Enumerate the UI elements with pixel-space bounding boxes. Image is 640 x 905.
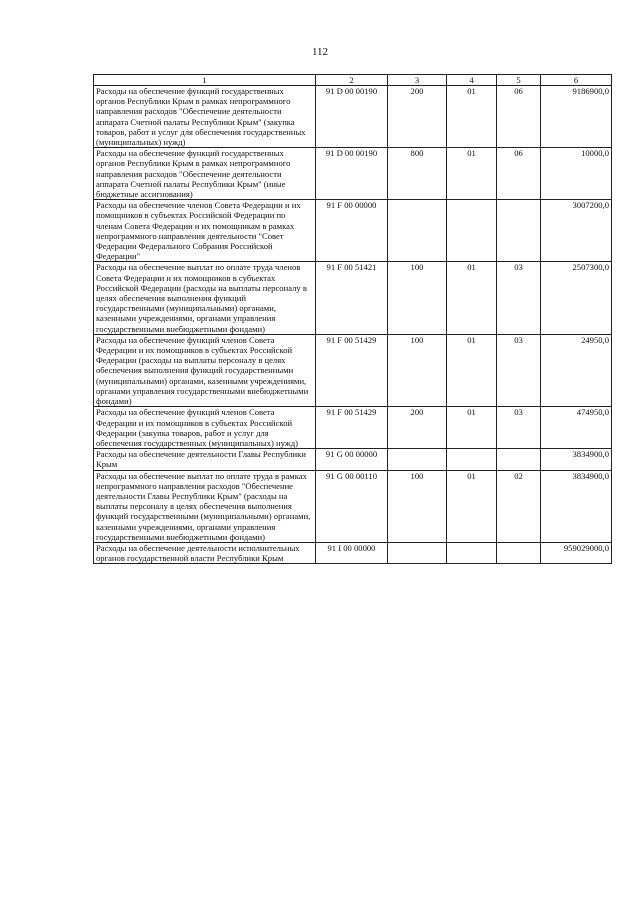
section-cell: 01: [447, 262, 497, 334]
amount-cell: 3834900,0: [541, 470, 612, 542]
column-header-5: 5: [497, 75, 541, 86]
target-code-cell: 91 F 00 00000: [316, 200, 388, 262]
expense-type-cell: 200: [388, 407, 447, 449]
expense-type-cell: 100: [388, 334, 447, 406]
expense-name-cell: Расходы на обеспечение функций членов Совета Федерации и их помощников в субъектах Российской Федерации (расходы на выплаты персоналу в целях обеспечения выполнения функций государственными (муниципальными) органами, казенными учреждениями, органами управления государственными внебюджетными фондами): [94, 334, 316, 406]
section-cell: [447, 449, 497, 470]
expense-type-cell: [388, 449, 447, 470]
amount-cell: 474950,0: [541, 407, 612, 449]
header-row: [94, 75, 612, 86]
amount-cell: 959029000,0: [541, 542, 612, 563]
expense-name-cell: Расходы на обеспечение деятельности исполнительных органов государственной власти Республики Крым: [94, 542, 316, 563]
table-row: [94, 148, 612, 200]
amount-cell: 3007200,0: [541, 200, 612, 262]
expense-name-cell: Расходы на обеспечение выплат по оплате труда членов Совета Федерации и их помощников в субъектах Российской Федерации (расходы на выплаты персоналу в целях обеспечения выполнения функций государственными (муниципальными) органами, казенными учреждениями, органами управления государственными внебюджетными фондами): [94, 262, 316, 334]
table-row: [94, 86, 612, 148]
table-row: [94, 200, 612, 262]
expense-type-cell: [388, 542, 447, 563]
expense-name-cell: Расходы на обеспечение функций членов Совета Федерации и их помощников в субъектах Российской Федерации (закупка товаров, работ и услуг для обеспечения государственных (муниципальных) нужд): [94, 407, 316, 449]
expense-type-cell: 100: [388, 262, 447, 334]
target-code-cell: 91 G 00 00000: [316, 449, 388, 470]
section-cell: 01: [447, 148, 497, 200]
amount-cell: 2507300,0: [541, 262, 612, 334]
column-header-1: 1: [94, 75, 316, 86]
target-code-cell: 91 F 00 51429: [316, 334, 388, 406]
table-row: [94, 542, 612, 563]
column-header-4: 4: [447, 75, 497, 86]
target-code-cell: 91 G 00 00110: [316, 470, 388, 542]
target-code-cell: 91 I 00 00000: [316, 542, 388, 563]
subsection-cell: 03: [497, 334, 541, 406]
table-row: [94, 407, 612, 449]
expense-name-cell: Расходы на обеспечение деятельности Главы Республики Крым: [94, 449, 316, 470]
expense-name-cell: Расходы на обеспечение выплат по оплате труда в рамках непрограммного направления расходов "Обеспечение деятельности Главы Республики Крым" (расходы на выплаты персоналу в целях обеспечения выполнения функций государственными (муниципальными) органами, казенными учреждениями, органами управления государственными внебюджетными фондами): [94, 470, 316, 542]
column-header-3: 3: [388, 75, 447, 86]
section-cell: [447, 200, 497, 262]
expense-type-cell: [388, 200, 447, 262]
subsection-cell: 02: [497, 470, 541, 542]
expense-name-cell: Расходы на обеспечение функций государственных органов Республики Крым в рамках непрограммного направления расходов "Обеспечение деятельности аппарата Счетной палаты Республики Крым" (закупка товаров, работ и услуг для обеспечения государственных (муниципальных) нужд): [94, 86, 316, 148]
column-header-6: 6: [541, 75, 612, 86]
subsection-cell: [497, 542, 541, 563]
table-row: [94, 334, 612, 406]
expense-type-cell: 200: [388, 86, 447, 148]
target-code-cell: 91 D 00 00190: [316, 86, 388, 148]
amount-cell: 10000,0: [541, 148, 612, 200]
expense-type-cell: 100: [388, 470, 447, 542]
expense-type-cell: 800: [388, 148, 447, 200]
expense-name-cell: Расходы на обеспечение членов Совета Федерации и их помощников в субъектах Российской Федерации по членам Совета Федерации и их помощникам в рамках непрограммного направления деятельности "Совет Федерации Федерального Собрания Российской Федерации": [94, 200, 316, 262]
amount-cell: 24950,0: [541, 334, 612, 406]
table-row: [94, 449, 612, 470]
section-cell: 01: [447, 86, 497, 148]
target-code-cell: 91 F 00 51421: [316, 262, 388, 334]
budget-table: [93, 74, 612, 564]
subsection-cell: 06: [497, 148, 541, 200]
target-code-cell: 91 F 00 51429: [316, 407, 388, 449]
subsection-cell: 06: [497, 86, 541, 148]
expense-name-cell: Расходы на обеспечение функций государственных органов Республики Крым в рамках непрограммного направления расходов "Обеспечение деятельности аппарата Счетной палаты Республики Крым" (иные бюджетные ассигнования): [94, 148, 316, 200]
section-cell: 01: [447, 407, 497, 449]
subsection-cell: 03: [497, 262, 541, 334]
target-code-cell: 91 D 00 00190: [316, 148, 388, 200]
section-cell: 01: [447, 334, 497, 406]
subsection-cell: [497, 449, 541, 470]
table-row: [94, 262, 612, 334]
subsection-cell: 03: [497, 407, 541, 449]
section-cell: 01: [447, 470, 497, 542]
table-row: [94, 470, 612, 542]
amount-cell: 3834900,0: [541, 449, 612, 470]
subsection-cell: [497, 200, 541, 262]
column-header-2: 2: [316, 75, 388, 86]
amount-cell: 9186900,0: [541, 86, 612, 148]
section-cell: [447, 542, 497, 563]
page-number: 112: [311, 46, 329, 58]
